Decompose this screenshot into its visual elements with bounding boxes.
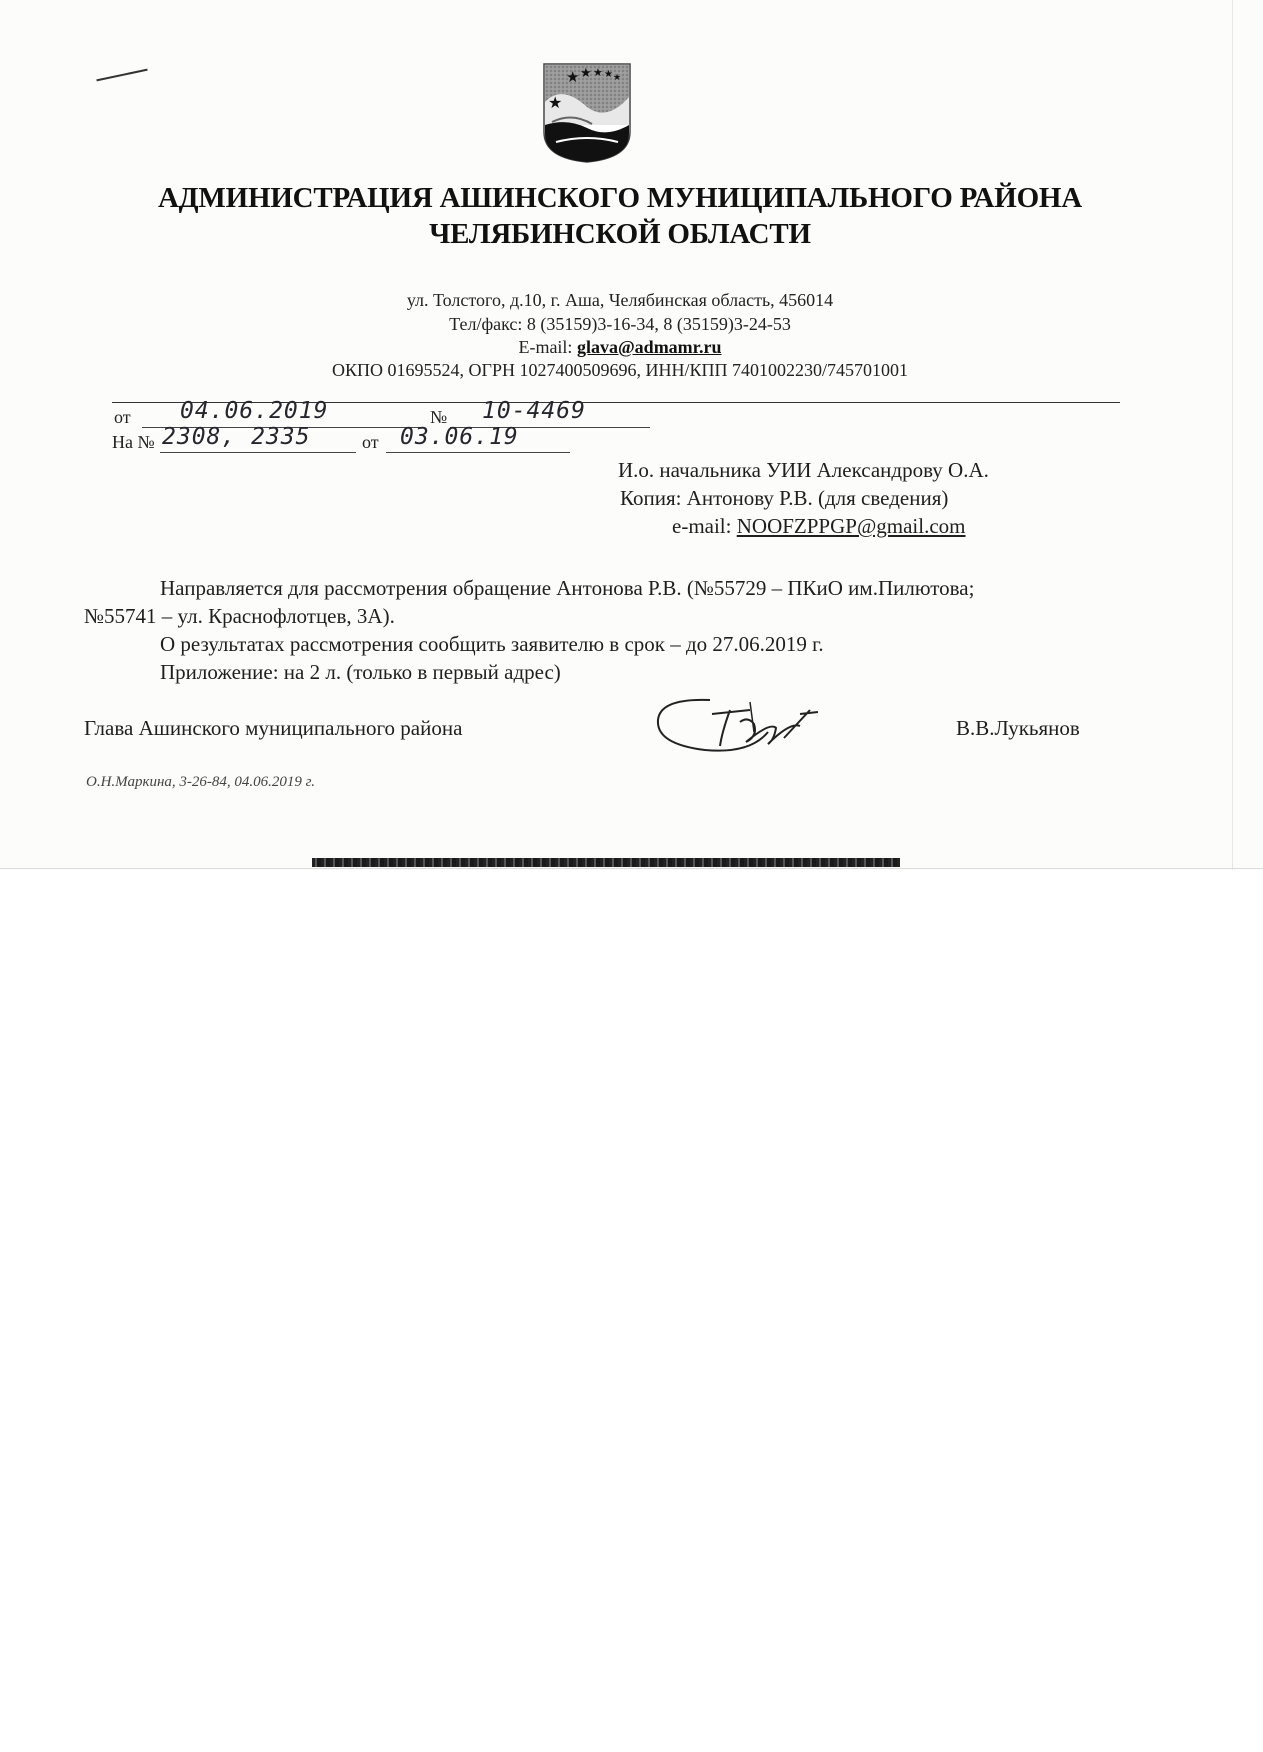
addressee-email-row xyxy=(672,514,966,539)
organization-title-line1: АДМИНИСТРАЦИЯ АШИНСКОГО МУНИЦИПАЛЬНОГО РАЙОНА xyxy=(157,182,1083,214)
reply-date: 03.06.19 xyxy=(400,424,519,450)
organization-email-link[interactable]: glava@admamr.ru xyxy=(576,337,722,357)
organization-title-line2: ЧЕЛЯБИНСКОЙ ОБЛАСТИ xyxy=(429,218,811,250)
svg-text:★: ★ xyxy=(604,69,613,80)
body-paragraph-2: О результатах рассмотрения сообщить заявителю в срок – до 27.06.2019 г. xyxy=(160,632,824,656)
svg-text:★: ★ xyxy=(613,72,622,82)
outgoing-number: 10-4469 xyxy=(482,398,586,424)
page-fold-line xyxy=(0,868,1263,869)
organization-phone: Тел/факс: 8 (35159)3-16-34, 8 (35159)3-24-53 xyxy=(449,314,791,334)
addressee-copy: Копия: Антонову Р.В. (для сведения) xyxy=(620,486,949,510)
reply-from-label: от xyxy=(362,432,379,452)
from-label: от xyxy=(114,407,131,427)
executor-info: О.Н.Маркина, 3-26-84, 04.06.2019 г. xyxy=(86,774,316,790)
body-paragraph-1-line-1: Направляется для рассмотрения обращение Антонова Р.В. (№55729 – ПКиО им.Пилютова; xyxy=(160,576,975,600)
scan-crease xyxy=(1232,0,1233,870)
reply-number: 2308, 2335 xyxy=(162,424,311,450)
organization-codes: ОКПО 01695524, ОГРН 1027400509696, ИНН/КПП 7401002230/745701001 xyxy=(332,360,908,380)
email-label: E-mail: xyxy=(518,337,573,357)
body-paragraph-1-line-2: №55741 – ул. Краснофлотцев, 3А). xyxy=(84,604,395,628)
svg-text:★: ★ xyxy=(593,67,603,79)
signatory-position: Глава Ашинского муниципального района xyxy=(84,716,463,740)
signatory-name: В.В.Лукьянов xyxy=(956,716,1080,740)
coat-of-arms-icon xyxy=(542,62,632,164)
scan-artifact-bar xyxy=(312,858,900,867)
svg-text:★: ★ xyxy=(548,95,563,112)
attachment-note: Приложение: на 2 л. (только в первый адрес) xyxy=(160,660,561,684)
organization-email-row xyxy=(200,337,1040,358)
reply-label: На № xyxy=(112,432,155,452)
svg-text:★: ★ xyxy=(580,65,592,80)
reply-number-line xyxy=(160,452,356,453)
outgoing-date: 04.06.2019 xyxy=(180,398,329,424)
addressee-line1: И.о. начальника УИИ Александрову О.А. xyxy=(618,458,989,482)
organization-address: ул. Толстого, д.10, г. Аша, Челябинская область, 456014 xyxy=(406,290,834,310)
reply-date-line xyxy=(386,452,570,453)
handwritten-signature-icon xyxy=(650,692,850,762)
addressee-email-link[interactable]: NOOFZPPGP@gmail.com xyxy=(736,514,966,538)
addressee-email-label: e-mail: xyxy=(672,514,732,538)
number-label: № xyxy=(430,407,448,427)
svg-text:★: ★ xyxy=(566,70,580,86)
